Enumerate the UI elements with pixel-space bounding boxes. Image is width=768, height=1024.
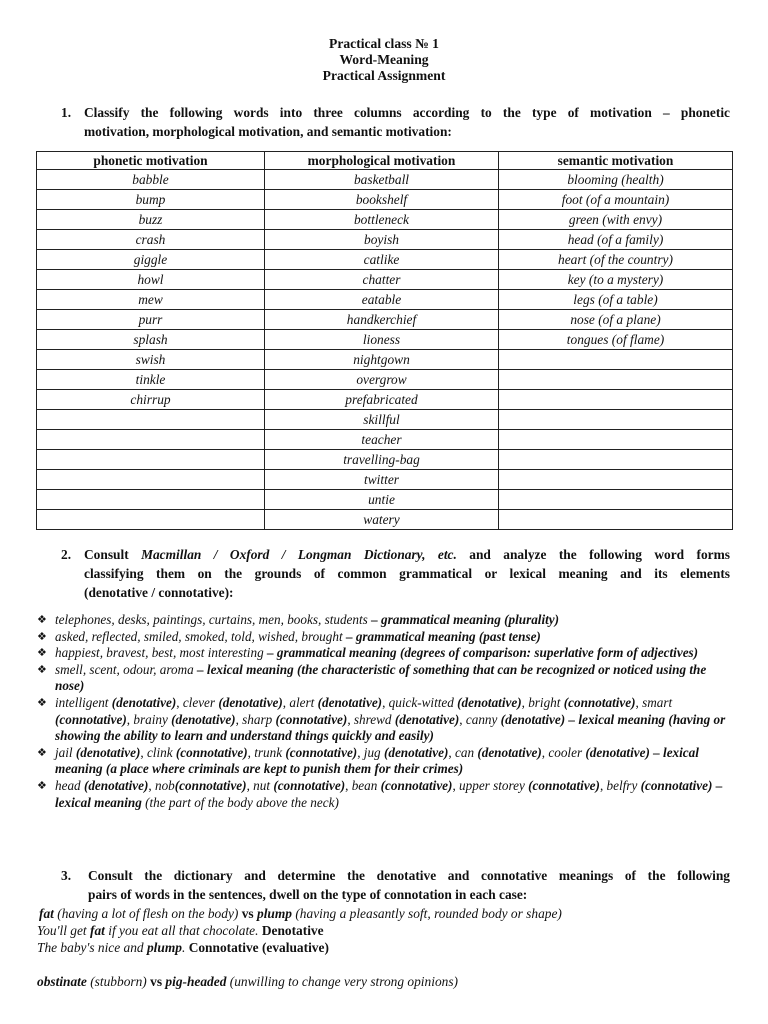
semantic-cell: head (of a family) [499,230,733,250]
morphological-cell: prefabricated [265,390,499,410]
phonetic-cell: crash [37,230,265,250]
task2-text [84,545,730,602]
morphological-cell: untie [265,490,499,510]
diamond-bullet-icon: ❖ [37,745,47,759]
phonetic-cell: babble [37,170,265,190]
task1-text [84,103,730,141]
semantic-cell [499,470,733,490]
morphological-cell: twitter [265,470,499,490]
phonetic-cell: bump [37,190,265,210]
diamond-bullet-icon: ❖ [37,646,47,660]
morphological-cell: bottleneck [265,210,499,230]
table-row [37,210,733,230]
task3-text [88,866,730,904]
semantic-cell: heart (of the country) [499,250,733,270]
task2-number: 2. [61,547,72,562]
morphological-cell: handkerchief [265,310,499,330]
table-row [37,170,733,190]
table-row [37,510,733,530]
list-item: ❖ intelligent (denotative), clever (denotative), alert (denotative), quick-witted (denotative), bright (connotative), smart (connotative), brainy (denotative), sharp (connotative), shrewd (denotative), canny (denotative) – lexical meaning (having or showing the ability to learn and understand things quickly and easily) [37,694,726,744]
phonetic-cell [37,490,265,510]
semantic-cell [499,410,733,430]
morphological-cell: watery [265,510,499,530]
table-row [37,450,733,470]
phonetic-cell [37,450,265,470]
task2-post: and analyze the following word forms [469,547,730,562]
phonetic-cell: purr [37,310,265,330]
diamond-bullet-icon: ❖ [37,695,47,709]
phonetic-cell: giggle [37,250,265,270]
table-header-row [37,152,733,170]
morphological-cell: skillful [265,410,499,430]
list-item: ❖ happiest, bravest, best, most interesting – grammatical meaning (degrees of comparison: superlative form of adjectives) [37,645,699,661]
semantic-cell [499,370,733,390]
list-item: ❖ asked, reflected, smiled, smoked, told, wished, brought – grammatical meaning (past tense) [37,628,541,644]
semantic-cell [499,390,733,410]
task2-dictionaries: Macmillan / Oxford / Longman Dictionary, etc. [141,547,457,562]
semantic-cell: nose (of a plane) [499,310,733,330]
morphological-cell: nightgown [265,350,499,370]
task3-line1: Consult the dictionary and determine the denotative and connotative meanings of the following [88,868,730,883]
semantic-cell [499,490,733,510]
header-phonetic: phonetic motivation [37,152,265,170]
task2-line2: classifying them on the grounds of common grammatical or lexical meaning and its elements [84,566,730,581]
morphological-cell: catlike [265,250,499,270]
table-row [37,230,733,250]
table-row [37,270,733,290]
pair-obstinate-pigheaded: obstinate (stubborn) vs pig-headed (unwilling to change very strong opinions) [37,974,459,989]
morphological-cell: bookshelf [265,190,499,210]
task3-line2: pairs of words in the sentences, dwell on the type of connotation in each case: [88,887,528,902]
pair-fat-plump: fat (having a lot of flesh on the body) vs plump (having a pleasantly soft, rounded body or shape) [39,906,562,921]
task3-number: 3. [61,868,72,883]
semantic-cell [499,510,733,530]
list-item: ❖ smell, scent, odour, aroma – lexical meaning (the characteristic of something that can be recognized or noticed using the nose) [37,661,707,694]
header-morphological: morphological motivation [265,152,499,170]
header-semantic: semantic motivation [499,152,733,170]
phonetic-cell [37,470,265,490]
list-item: ❖ head (denotative), nob(connotative), nut (connotative), bean (connotative), upper storey (connotative), belfry (connotative) – lexical meaning (the part of the body above the neck) [37,777,723,810]
phonetic-cell [37,430,265,450]
task2-line3: (denotative / connotative): [84,585,234,600]
list-item: ❖ jail (denotative), clink (connotative), trunk (connotative), jug (denotative), can (denotative), cooler (denotative) – lexical meaning (a place where criminals are kept to punish them for their crimes) [37,744,699,777]
phonetic-cell: chirrup [37,390,265,410]
task2-line1 [84,545,730,564]
motivation-table [36,151,733,530]
task1-line1: Classify the following words into three columns according to the type of motivation – phonetic [84,105,730,120]
morphological-cell: eatable [265,290,499,310]
morphological-cell: boyish [265,230,499,250]
phonetic-cell: mew [37,290,265,310]
table-row [37,330,733,350]
morphological-cell: chatter [265,270,499,290]
phonetic-cell: swish [37,350,265,370]
table-row [37,410,733,430]
assignment-title: Practical Assignment [322,68,446,83]
semantic-cell: foot (of a mountain) [499,190,733,210]
phonetic-cell: buzz [37,210,265,230]
task1-number: 1. [61,105,72,120]
table-row [37,370,733,390]
table-row [37,190,733,210]
semantic-cell [499,430,733,450]
semantic-cell: green (with envy) [499,210,733,230]
semantic-cell: tongues (of flame) [499,330,733,350]
diamond-bullet-icon: ❖ [37,778,47,792]
morphological-cell: teacher [265,430,499,450]
diamond-bullet-icon: ❖ [37,662,47,676]
semantic-cell: blooming (health) [499,170,733,190]
table-row [37,310,733,330]
table-row [37,290,733,310]
semantic-cell [499,450,733,470]
table-row [37,250,733,270]
phonetic-cell: splash [37,330,265,350]
diamond-bullet-icon: ❖ [37,629,47,643]
list-item: ❖ telephones, desks, paintings, curtains, men, books, students – grammatical meaning (plurality) [37,612,560,627]
morphological-cell: overgrow [265,370,499,390]
semantic-cell: key (to a mystery) [499,270,733,290]
table-row [37,430,733,450]
topic-title: Word-Meaning [339,52,429,67]
task2-pre: Consult [84,547,129,562]
table-row [37,470,733,490]
class-title: Practical class № 1 [329,36,439,51]
semantic-cell: legs (of a table) [499,290,733,310]
semantic-cell [499,350,733,370]
phonetic-cell [37,510,265,530]
table-row [37,350,733,370]
analysis-list [37,612,737,811]
diamond-bullet-icon: ❖ [37,613,47,626]
sentence-fat: You'll get fat if you eat all that chocolate. Denotative [37,923,324,938]
task1-line2: motivation, morphological motivation, and semantic motivation: [84,124,452,139]
phonetic-cell: tinkle [37,370,265,390]
phonetic-cell: howl [37,270,265,290]
sentence-plump: The baby's nice and plump. Connotative (evaluative) [37,940,329,955]
table-row [37,490,733,510]
morphological-cell: lioness [265,330,499,350]
morphological-cell: travelling-bag [265,450,499,470]
phonetic-cell [37,410,265,430]
morphological-cell: basketball [265,170,499,190]
table-row [37,390,733,410]
